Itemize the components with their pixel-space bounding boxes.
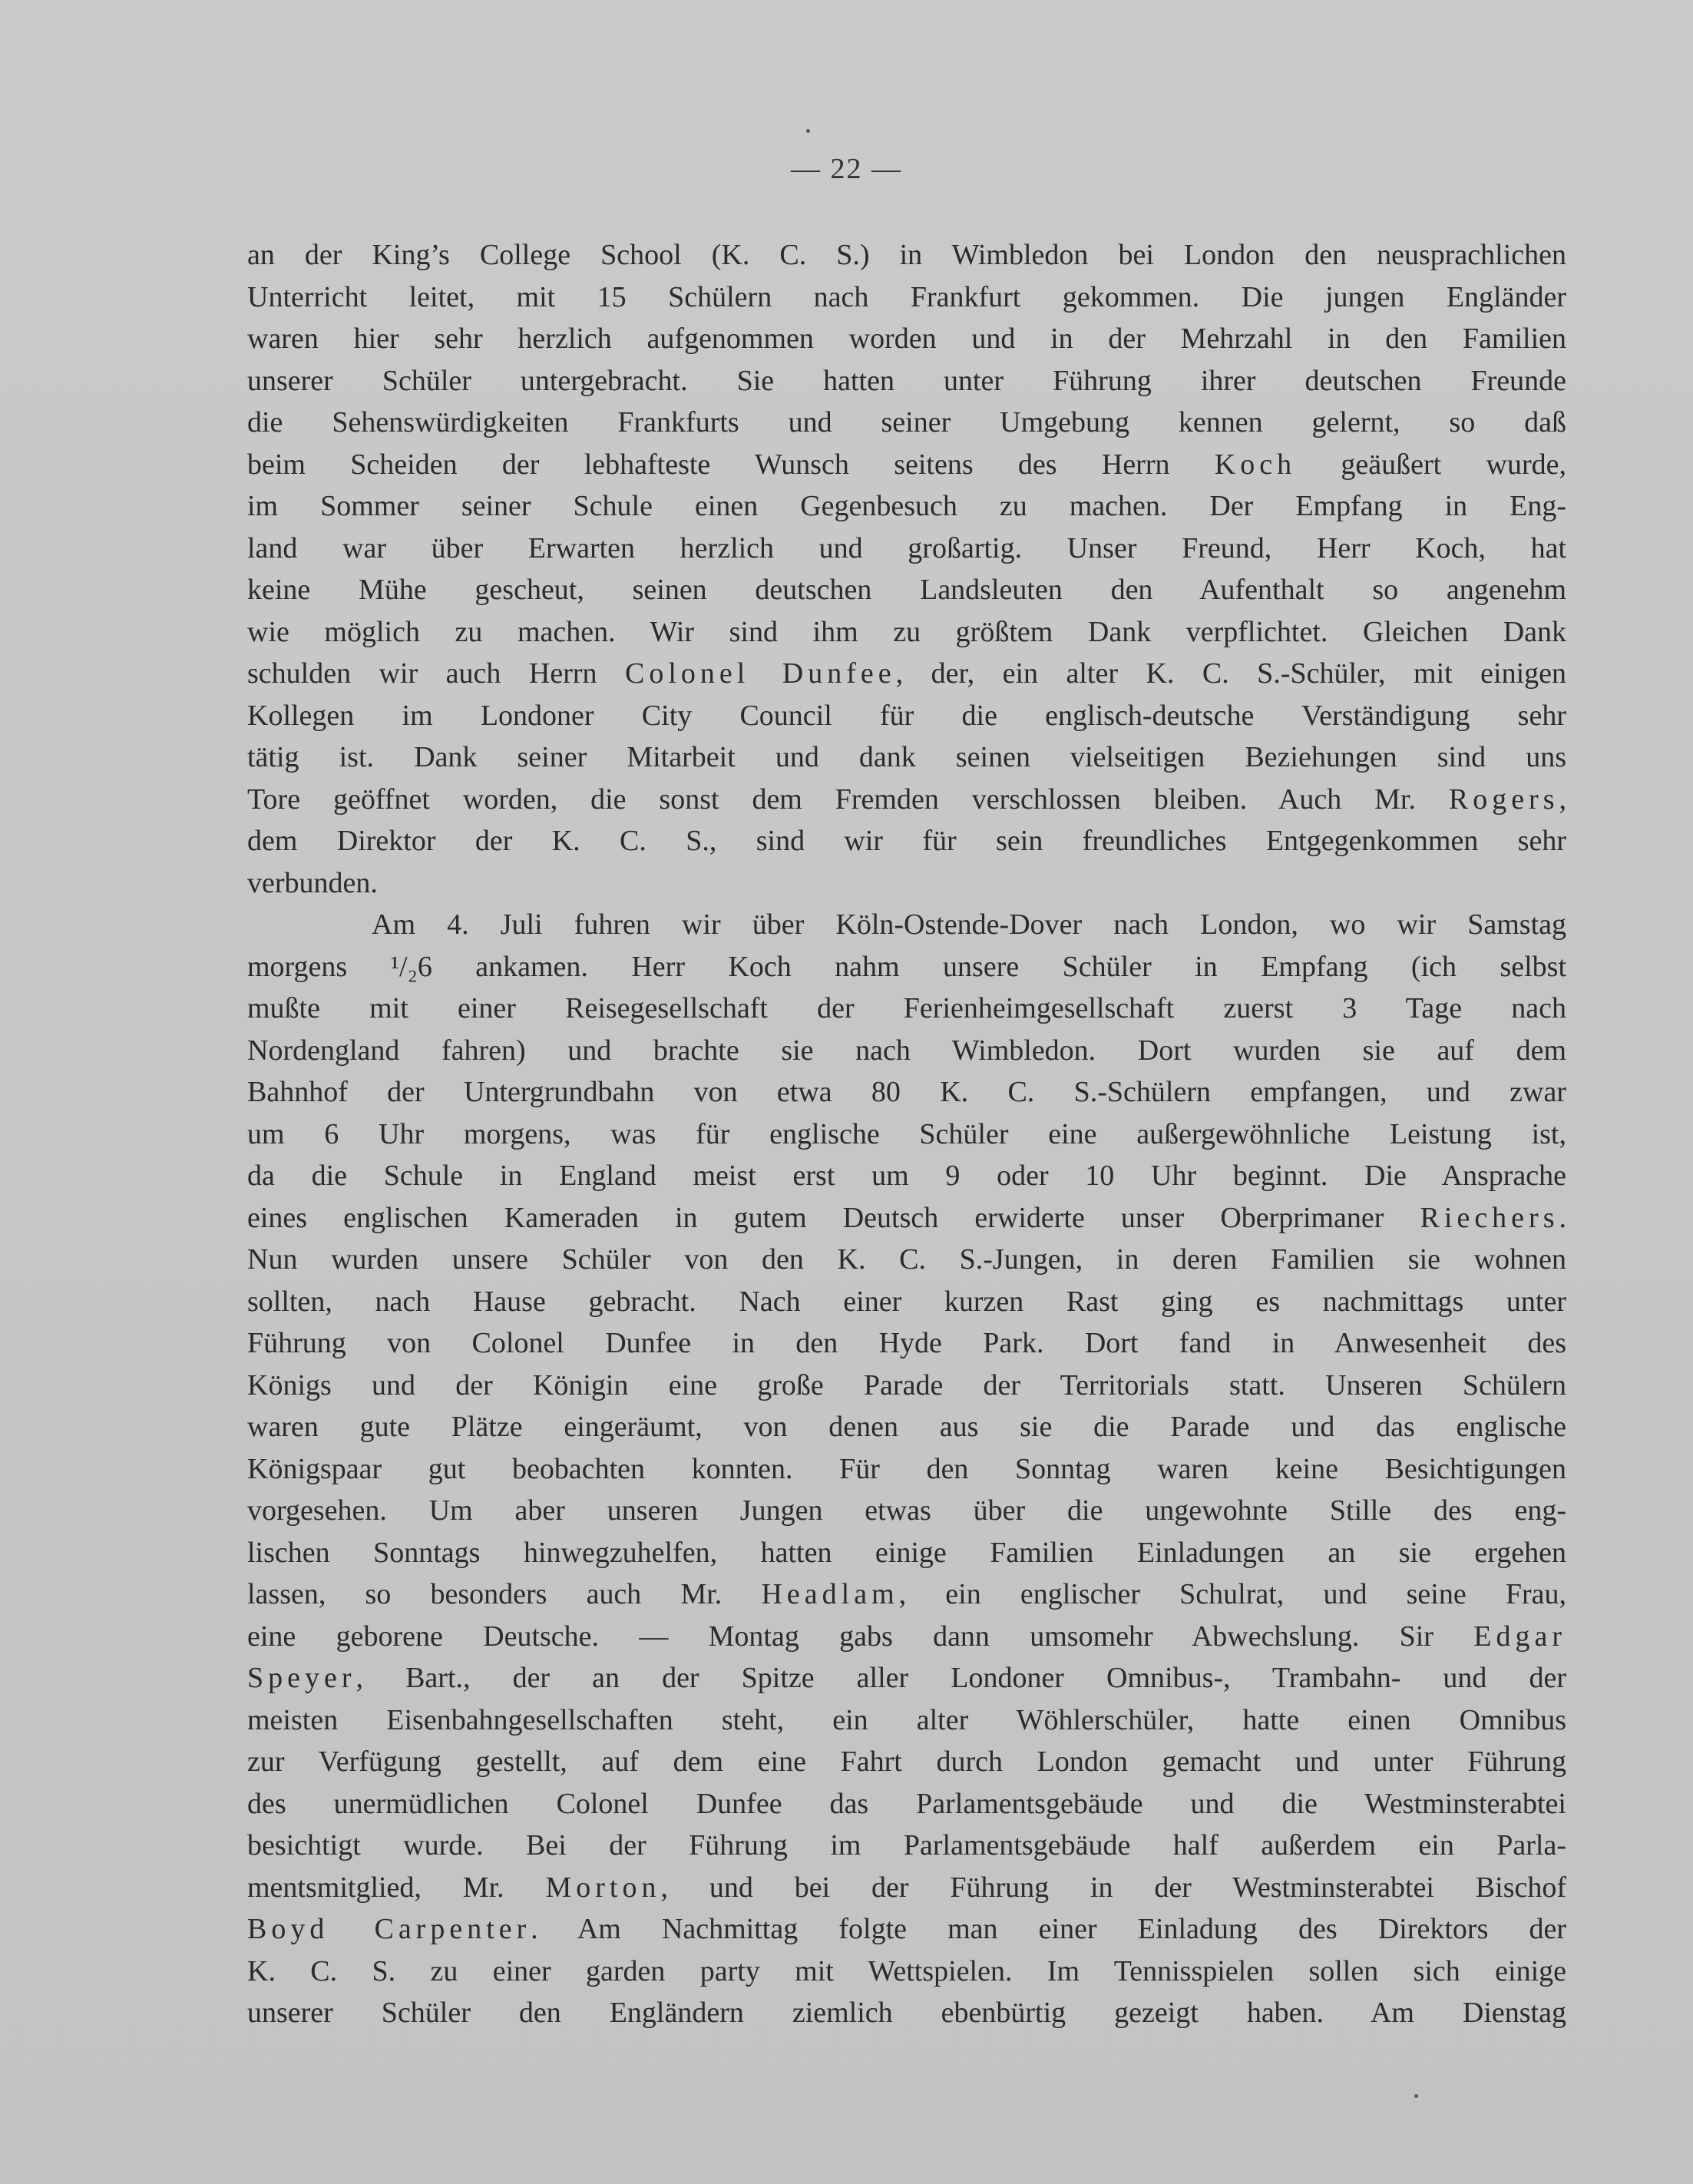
text-segment: an der King’s College School (K. C. S.) in Wimbledon bei London den neusprachlichen [247,239,1566,271]
text-segment: meisten Eisenbahngesellschaften steht, ein alter Wöhlerschüler, hatte einen Omnibus [247,1703,1566,1736]
text-line [247,1783,1566,1825]
print-speck [1414,2094,1418,2098]
text-line [247,318,1566,360]
text-line [247,1867,1566,1909]
text-segment: Am 4. Juli fuhren wir über Köln-Ostende-Dover nach London, wo wir Samstag [372,908,1566,941]
text-line [247,1657,1566,1699]
text-line [247,1741,1566,1783]
text-segment: beim Scheiden der lebhafteste Wunsch seitens des Herrn [247,448,1215,481]
spaced-name: Koch [1214,448,1297,481]
text-line [247,1365,1566,1407]
spaced-name: Morton [545,1871,661,1904]
spaced-name: Colonel Dunfee [624,657,896,690]
spaced-name: Edgar [1473,1620,1566,1653]
text-line [247,946,1566,988]
text-line [247,234,1566,276]
text-segment: da die Schule in England meist erst um 9 oder 10 Uhr beginnt. Die Ansprache [247,1160,1566,1192]
spaced-name: Speyer [247,1662,356,1694]
text-line [247,653,1566,695]
text-segment: Tore geöffnet worden, die sonst dem Fremden verschlossen bleiben. Auch Mr. [247,783,1449,816]
text-segment: unserer Schüler untergebracht. Sie hatten unter Führung ihrer deutschen Freunde [247,364,1566,397]
text-segment: , der, ein alter K. C. S.-Schüler, mit einigen [895,657,1566,690]
text-segment: Führung von Colonel Dunfee in den Hyde Park. Dort fand in Anwesenheit des [247,1327,1566,1359]
text-line [247,1908,1566,1951]
text-segment: , Bart., der an der Spitze aller Londoner Omnibus-, Trambahn- und der [355,1662,1566,1694]
text-line [247,1071,1566,1114]
spaced-name: Boyd Carpenter [247,1913,531,1945]
text-line [247,1573,1566,1616]
text-segment: K. C. S. zu einer garden party mit Wettspielen. Im Tennisspielen sollen sich einige [247,1954,1566,1987]
text-line [247,1030,1566,1072]
text-segment: Königs und der Königin eine große Parade der Territorials statt. Unseren Schülern [247,1368,1566,1401]
text-segment: Königspaar gut beobachten konnten. Für den Sonntag waren keine Besichtigungen [247,1452,1566,1485]
spaced-name: Headlam [761,1578,899,1610]
text-segment: um 6 Uhr morgens, was für englische Schüler eine außergewöhnliche Leistung ist, [247,1117,1566,1150]
text-line [247,485,1566,528]
text-line [247,1448,1566,1491]
text-segment: Kollegen im Londoner City Council für die englisch-deutsche Verständigung sehr [247,699,1566,732]
text-line [247,528,1566,570]
text-segment: des unermüdlichen Colonel Dunfee das Parlamentsgebäude und die Westminsterabtei [247,1787,1566,1820]
text-line [247,820,1566,862]
text-segment: . [1559,1201,1566,1234]
text-line [247,1239,1566,1281]
text-segment: unserer Schüler den Engländern ziemlich ebenbürtig gezeigt haben. Am Dienstag [247,1997,1566,2029]
text-segment: zur Verfügung gestellt, auf dem eine Fahrt durch London gemacht und unter Führung [247,1746,1566,1778]
text-line [247,1197,1566,1239]
text-line [247,779,1566,821]
text-segment: land war über Erwarten herzlich und großartig. Unser Freund, Herr Koch, hat [247,531,1566,564]
text-segment: Bahnhof der Untergrundbahn von etwa 80 K. C. S.-Schülern empfangen, und zwar [247,1076,1566,1108]
text-segment: , ein englischer Schulrat, und seine Frau, [898,1578,1566,1610]
paragraph [247,234,1566,904]
text-line [247,444,1566,486]
text-segment: Nun wurden unsere Schüler von den K. C. S.-Jungen, in deren Familien sie wohnen [247,1243,1566,1276]
text-line [247,360,1566,402]
text-segment: morgens ¹/₂6 ankamen. Herr Koch nahm unsere Schüler in Empfang (ich selbst [247,950,1566,983]
text-segment: eines englischen Kameraden in gutem Deutsch erwiderte unser Oberprimaner [247,1201,1420,1234]
text-segment: waren hier sehr herzlich aufgenommen worden und in der Mehrzahl in den Familien [247,323,1566,355]
print-speck [806,129,810,133]
text-line [247,1699,1566,1742]
text-segment: geäußert wurde, [1296,448,1566,481]
text-line [247,1281,1566,1323]
text-line [247,862,1566,905]
text-segment: schulden wir auch Herrn [247,657,625,690]
text-segment: besichtigt wurde. Bei der Führung im Parlamentsgebäude half außerdem ein Parla- [247,1829,1566,1861]
text-segment: dem Direktor der K. C. S., sind wir für sein freundliches Entgegenkommen sehr [247,825,1566,857]
text-segment: verbunden. [247,866,378,899]
text-line [247,736,1566,779]
spaced-name: Rogers [1448,783,1559,816]
text-segment: sollten, nach Hause gebracht. Nach einer kurzen Rast ging es nachmittags unter [247,1285,1566,1318]
text-line [247,1155,1566,1197]
page-number: — 22 — [791,153,902,185]
text-line [247,569,1566,611]
text-line [247,1992,1566,2034]
text-segment: lischen Sonntags hinwegzuhelfen, hatten einige Familien Einladungen an sie ergehen [247,1536,1566,1569]
text-line [247,695,1566,737]
body-text [247,234,1566,2034]
text-segment: , und bei der Führung in der Westminsterabtei Bischof [660,1871,1566,1904]
text-segment: keine Mühe gescheut, seinen deutschen Landsleuten den Aufenthalt so angenehm [247,574,1566,606]
text-line [247,1406,1566,1448]
text-segment: lassen, so besonders auch Mr. [247,1578,762,1610]
text-segment: waren gute Plätze eingeräumt, von denen aus sie die Parade und das englische [247,1411,1566,1443]
text-segment: , [1559,783,1566,816]
text-segment: die Sehenswürdigkeiten Frankfurts und seiner Umgebung kennen gelernt, so daß [247,406,1566,438]
text-line [247,988,1566,1030]
text-segment: Nordengland fahren) und brachte sie nach Wimbledon. Dort wurden sie auf dem [247,1034,1566,1067]
text-segment: vorgesehen. Um aber unseren Jungen etwas über die ungewohnte Stille des eng- [247,1494,1566,1527]
text-line [247,1825,1566,1867]
text-line [247,276,1566,319]
paragraph [247,904,1566,2034]
text-segment: eine geborene Deutsche. — Montag gabs dann umsomehr Abwechslung. Sir [247,1620,1474,1653]
text-line [247,904,1566,946]
text-line [247,1951,1566,1993]
text-line [247,1532,1566,1574]
text-segment: . Am Nachmittag folgte man einer Einladung des Direktors der [531,1913,1566,1945]
text-line [247,1616,1566,1658]
text-line [247,1114,1566,1156]
text-line [247,402,1566,444]
text-line [247,1490,1566,1532]
text-segment: mentsmitglied, Mr. [247,1871,546,1904]
text-segment: Unterricht leitet, mit 15 Schülern nach Frankfurt gekommen. Die jungen Engländer [247,280,1566,313]
text-line [247,1322,1566,1365]
text-segment: mußte mit einer Reisegesellschaft der Ferienheimgesellschaft zuerst 3 Tage nach [247,992,1566,1024]
text-line [247,611,1566,654]
text-segment: tätig ist. Dank seiner Mitarbeit und dank seinen vielseitigen Beziehungen sind uns [247,741,1566,773]
text-segment: wie möglich zu machen. Wir sind ihm zu größtem Dank verpflichtet. Gleichen Dank [247,615,1566,648]
spaced-name: Riechers [1420,1201,1559,1234]
text-segment: im Sommer seiner Schule einen Gegenbesuch zu machen. Der Empfang in Eng- [247,490,1566,522]
